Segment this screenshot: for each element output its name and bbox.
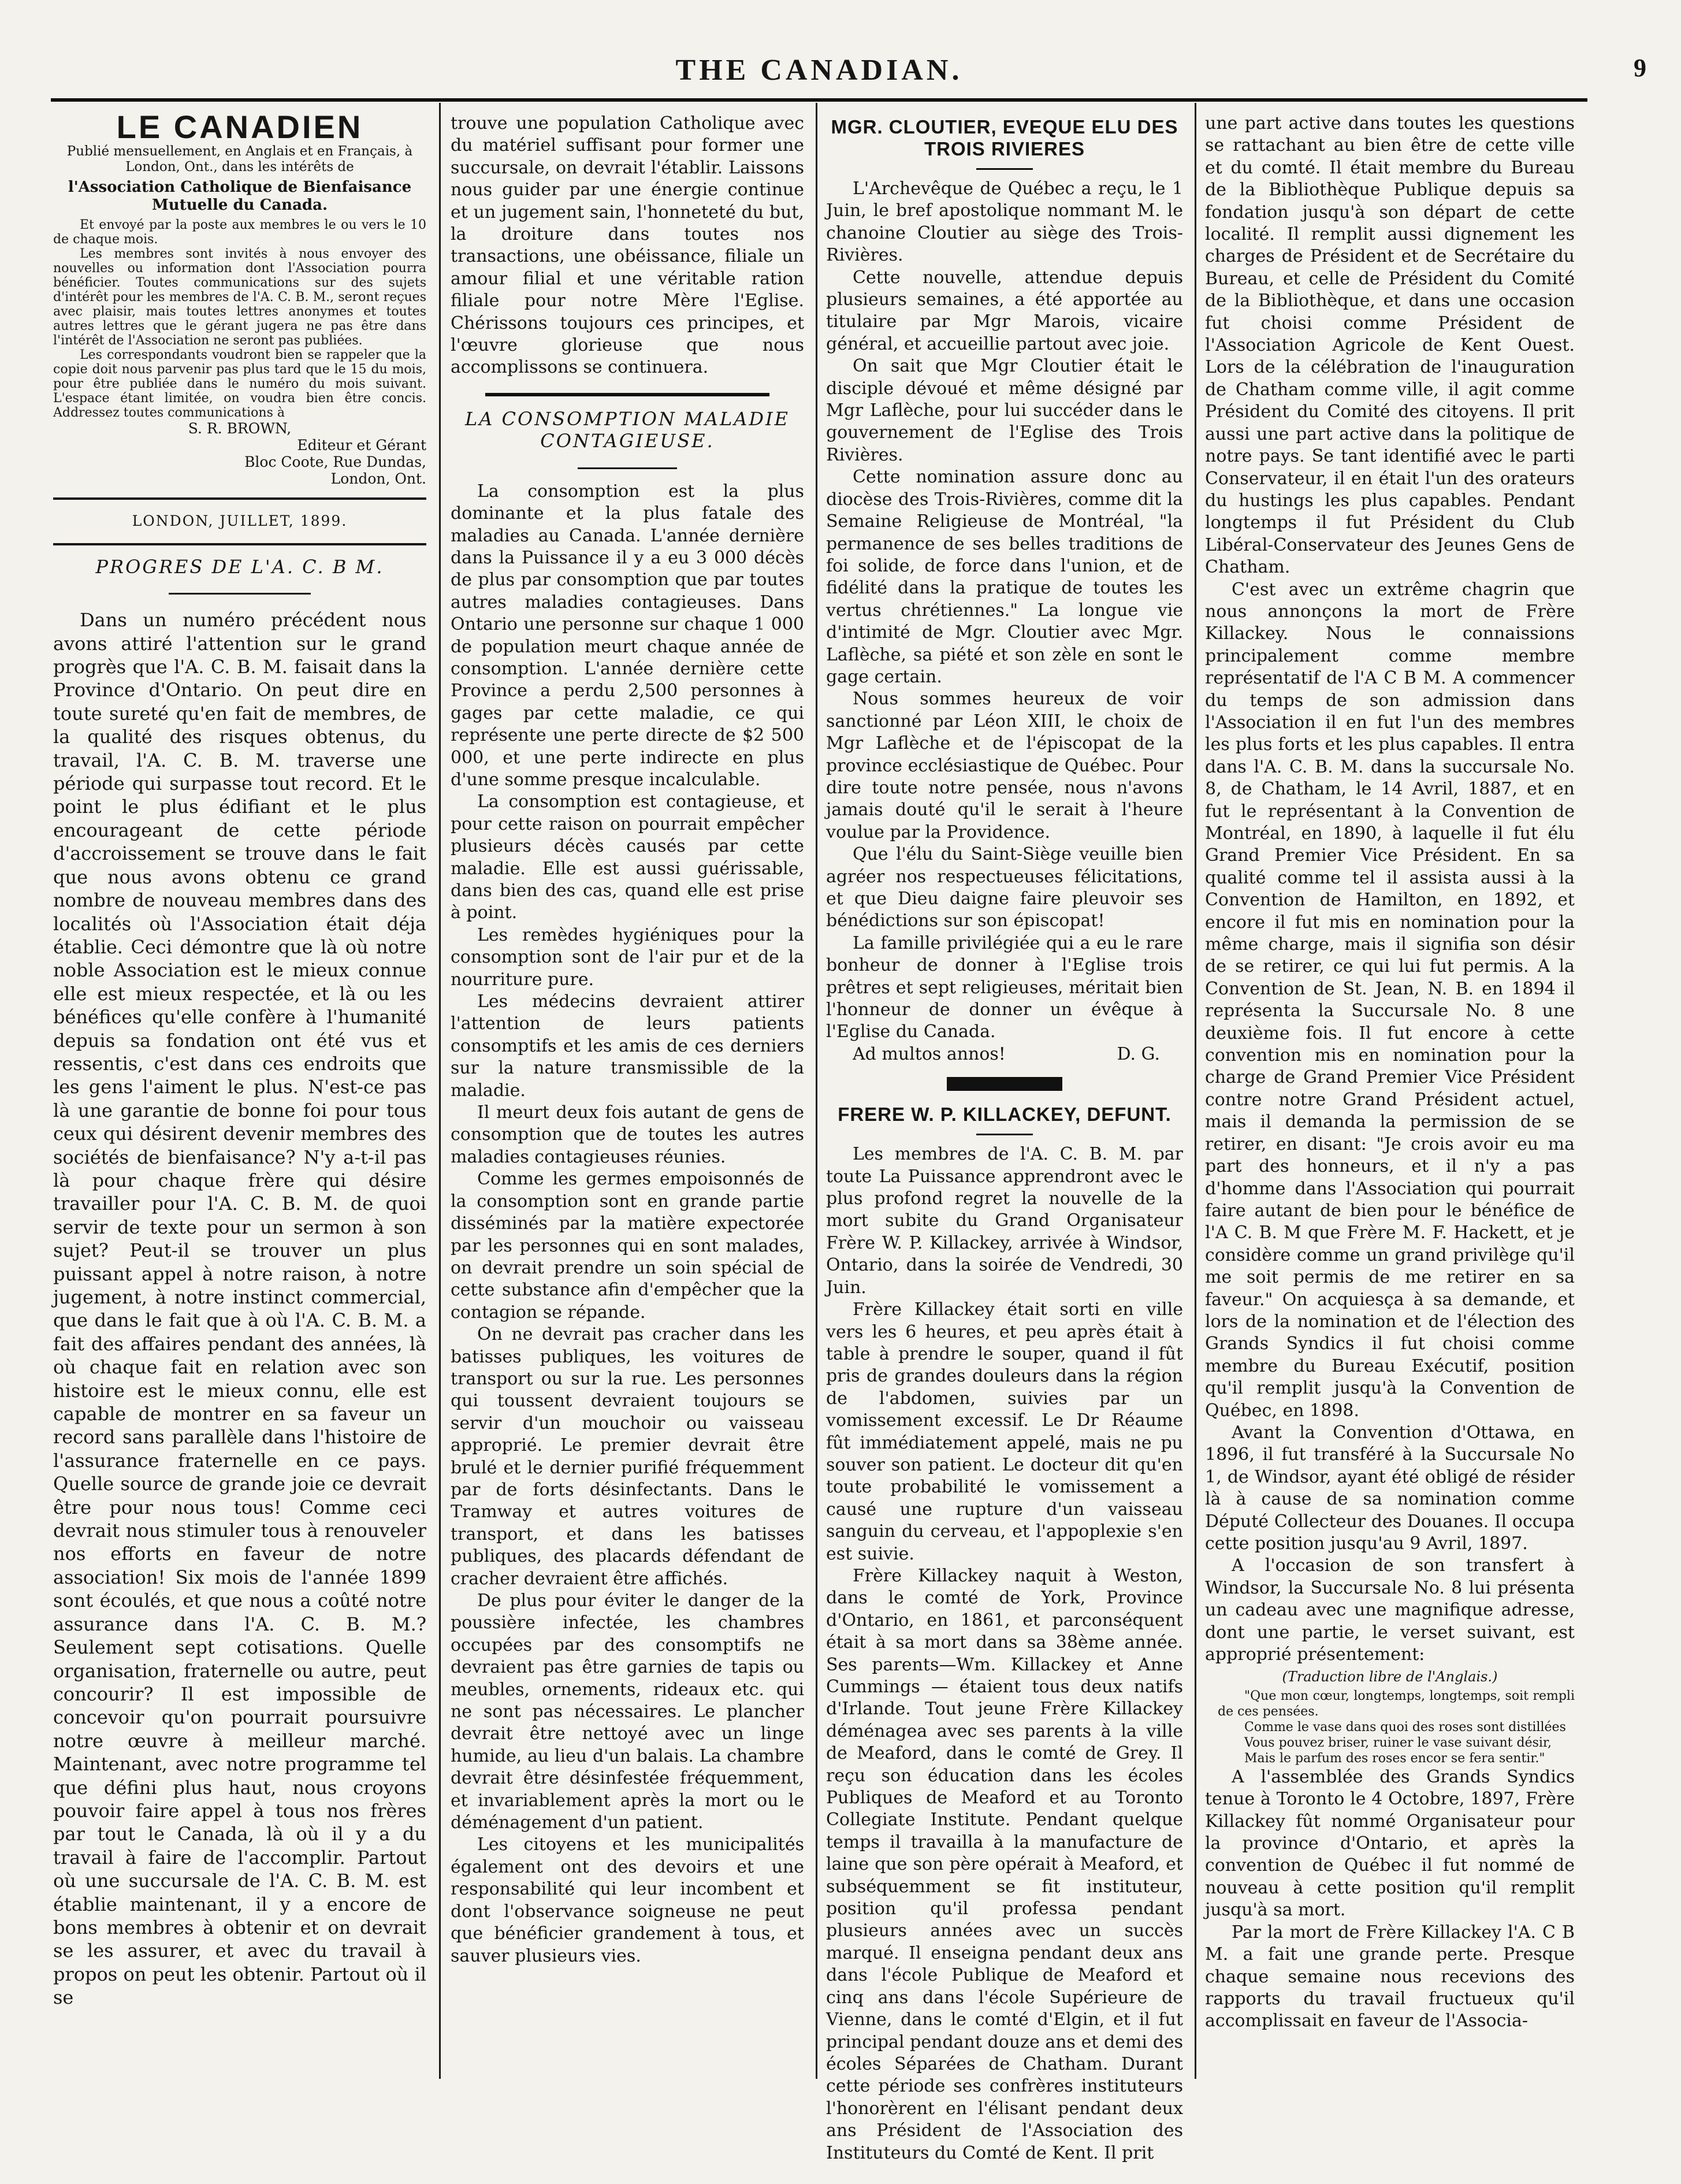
section-separator-bar <box>947 1077 1062 1091</box>
dateline: LONDON, JUILLET, 1899. <box>132 512 348 530</box>
article-paragraph: Les membres de l'A. C. B. M. par toute La Puissance apprendront avec le plus profond regret la nouvelle de la mort subite du Grand Organisateur Frère W. P. Killackey, arrivée à Windsor, Ontario, dans la soirée de Vendredi, 30 Juin. <box>826 1144 1183 1298</box>
divider <box>578 467 677 469</box>
divider <box>53 497 426 500</box>
divider <box>976 168 1033 170</box>
column-rule <box>439 103 441 2079</box>
editor-city: London, Ont. <box>330 470 426 488</box>
article-paragraph: A l'assemblée des Grands Syndics tenue à Toronto le 4 Octobre, 1897, Frère Killackey fût nommé Organisateur pour la province d'Ontario, et après la convention de Québec il fut nommé de nouveau à cette position qu'il remplit jusqu'à sa mort. <box>1205 1766 1575 1921</box>
poem-line: Comme le vase dans quoi des roses sont distillées <box>1244 1719 1566 1734</box>
article-paragraph: Comme les germes empoisonnés de la consomption sont en grande partie disséminés par la matière expectorée par les personnes qui en sont malades, on devrait prendre un soin spécial de cette substance afin d'empêcher que la contagion se répande. <box>451 1169 804 1323</box>
notice-paragraph: Et envoyé par la poste aux membres le ou vers le 10 de chaque mois. <box>53 218 426 247</box>
article-paragraph: La consomption est contagieuse, et pour cette raison on pourrait empêcher plusieurs décès causés par cette maladie. Elle est aussi guérissable, dans bien des cas, quand elle est prise à point. <box>451 792 804 923</box>
column-1 <box>53 109 426 2089</box>
column-3 <box>826 113 1183 2163</box>
association-name: l'Association Catholique de Bienfaisance Mutuelle du Canada. <box>68 179 412 214</box>
column-2 <box>451 113 804 2089</box>
poem-line: "Que mon cœur, longtemps, longtemps, soit rempli de ces pensées. <box>1218 1688 1575 1719</box>
article-paragraph: Les remèdes hygiéniques pour la consomption sont de l'air pur et de la nourriture pure. <box>451 924 804 990</box>
newspaper-masthead: THE CANADIAN. <box>675 54 963 87</box>
divider <box>485 393 769 396</box>
article-paragraph: Avant la Convention d'Ottawa, en 1896, il fut transféré à la Succursale No 1, de Windsor, ayant été obligé de résider là à cause de sa nomination comme Député Collecteur des Douanes. Il occupa cette position jusqu'au 9 Avril, 1897. <box>1205 1422 1575 1554</box>
author-initials: D. G. <box>1117 1043 1160 1064</box>
editor-address: Bloc Coote, Rue Dundas, <box>244 454 426 471</box>
divider <box>976 1134 1033 1135</box>
article-paragraph: De plus pour éviter le danger de la poussière infectée, les chambres occupées par des consomptifs ne devraient pas être garnies de tapis ou meubles, ornements, rideaux etc. qui ne sont pas nécessaires. Le plancher devrait être nettoyé avec un linge humide, au lieu d'un balais. La chambre devrait être désinfestée fréquemment, et invariablement après la mort ou le déménagement d'un patient. <box>451 1591 804 1833</box>
article-paragraph: On sait que Mgr Cloutier était le disciple dévoué et même désigné par Mgr Laflèche, pour lui succéder dans le gouvernement de l'Eglise des Trois Rivières. <box>826 356 1183 465</box>
article-closing <box>826 1043 1183 1065</box>
article-title: FRERE W. P. KILLACKEY, DEFUNT. <box>838 1104 1172 1126</box>
article-paragraph: Les citoyens et les municipalités également ont des devoirs et une responsabilité qui leur incombent et dont l'observance soigneuse ne peut que bénéficier grandement à tous, et sauver plusieurs vies. <box>451 1834 804 1966</box>
publication-name: LE CANADIEN <box>116 109 363 145</box>
article-paragraph: Que l'élu du Saint-Siège veuille bien agréer nos respectueuses félicitations, et que Dieu daigne faire pleuvoir ses bénédictions sur son épiscopat! <box>826 844 1183 931</box>
article-paragraph: Les médecins devraient attirer l'attention de leurs patients consomptifs et les amis de ces derniers sur la nature transmissible de la maladie. <box>451 991 804 1101</box>
article-title: PROGRES DE L'A. C. B M. <box>95 555 384 578</box>
article-paragraph: Dans un numéro précédent nous avons attiré l'attention sur le grand progrès que l'A. C. B. M. faisait dans la Province d'Ontario. On peut dire en toute sureté qu'en fait de membres, de la qualité des risques obtenus, du travail, l'A. C. B. M. traverse une période qui surpasse tout record. Et le point le plus édifiant et le plus encourageant de cette période d'accroissement se trouve dans le fait que nous avons obtenu ce grand nombre de nouveau membres dans des localités où l'Association était déja établie. Ceci démontre que là où notre noble Association est le mieux connue elle est mieux respectée, et là ou les bénéfices qu'elle confère à l'humanité depuis sa fondation ont été vus et ressentis, c'est dans ces endroits que les gens l'aiment le plus. N'est-ce pas là une garantie de bonne foi pour tous ceux qui désirent devenir membres des sociétés de bienfaisance? N'y a-t-il pas là pour chaque frère qui désire travailler pour l'A. C. B. M. de quoi servir de texte pour un sermon à son sujet? Peut-il se trouver un plus puissant appel à notre raison, à notre jugement, à notre instinct commercial, que dans le fait que à où l'A. C. B. M. a fait des affaires pendant des années, là où chaque fait en relation avec son histoire est le mieux connu, elle est capable de montrer en sa faveur un record sans parallèle dans l'histoire de l'assurance fraternelle en ce pays. Quelle source de grande joie ce devrait être pour nous tous! Comme ceci devrait nous stimuler tous à renouveler nos efforts en faveur de notre association! Six mois de l'année 1899 sont écoulés, et que nous a coûté notre assurance dans l'A. C. B. M.? Seulement sept cotisations. Quelle organisation, fraternelle ou autre, peut concourir? Il est impossible de concevoir qu'on pourrait poursuivre notre œuvre à meilleur marché. Maintenant, avec notre programme tel que défini plus haut, nous croyons pouvoir faire appel à tous nos frères par tout le Canada, là où il y a du travail à faire de l'accomplir. Partout où une succursale de l'A. C. B. M. est établie maintenant, il y a encore de bons membres à obtenir et on devrait se les assurer, et avec du travail à propos on peut les obtenir. Partout où il se <box>53 609 426 2009</box>
article-title: MGR. CLOUTIER, EVEQUE ELU DES TROIS RIVIERES <box>831 116 1178 159</box>
article-paragraph: A l'occasion de son transfert à Windsor, la Succursale No. 8 lui présenta un cadeau avec une magnifique adresse, dont une partie, le verset suivant, est approprié présentement: <box>1205 1555 1575 1665</box>
poem-line: Mais le parfum des roses encor se fera sentir." <box>1244 1751 1545 1766</box>
continued-paragraph: une part active dans toutes les questions se rattachant au bien être de cette ville et du comté. Il était membre du Bureau de la Bibliothèque Publique depuis sa fondation jusqu'à son départ de cette localité. Il remplit aussi dignement les charges de Président et de Secrétaire du Bureau, et celle de Président du Comité de la Bibliothèque, et dans une occasion fut choisi comme Président de l'Association Agricole de Kent Ouest. Lors de la célébration de l'inauguration de Chatham comme ville, il agit comme Président du Comité des citoyens. Il prit aussi une part active dans la politique de notre pays. Se tant identifié avec le parti Conservateur, il en était l'un des orateurs du hustings les plus capables. Pendant longtemps il fut Président du Club Libéral-Conservateur des Jeunes Gens de Chatham. <box>1205 113 1575 578</box>
article-paragraph: C'est avec un extrême chagrin que nous annonçons la mort de Frère Killackey. Nous le connaissions principalement comme membre représentatif de l'A C B M. A commencer du temps de son admission dans l'Association il en fut l'un des membres les plus forts et les plus capables. Il entra dans l'A. C. B. M. dans la succursale No. 8, de Chatham, le 14 Avril, 1887, et en fut le représentant à la Convention de Montréal, en 1890, à laquelle il fut élu Grand Premier Vice Président. En sa qualité comme tel il assista aussi à la Convention de Hamilton, en 1892, et encore il fut mis en nomination pour la même charge, mais il signifia son désir de se retirer, ce qui lui fut permis. A la Convention de St. Jean, N. B. en 1894 il représenta la Succursale No. 8 une deuxième fois. Il fut encore à cette convention mis en nomination pour la charge de Grand Premier Vice Président contre notre Grand Président actuel, mais il demanda la permission de se retirer, en disant: "Je crois avoir eu ma part des honneurs, et il n'y a pas d'homme dans l'Association qui pourrait faire autant de bien pour le bénéfice de l'A C. B. M que Frère M. F. Hackett, et je considère comme un grand privilège qu'il me soit permis de me retirer en sa faveur." On acquiesça à sa demande, et lors de la nomination et de l'élection des Grands Syndics il fut choisi comme membre du Bureau Exécutif, position qu'il remplit jusqu'à la Convention de Québec, en 1898. <box>1205 579 1575 1421</box>
page-number: 9 <box>1634 54 1646 82</box>
article-paragraph: Cette nomination assure donc au diocèse des Trois-Rivières, comme dit la Semaine Religieuse de Montréal, "la permanence de ses belles traditions de foi solide, de force dans l'union, et de fidélité dans la pratique de toutes les vertus chrétiennes." La longue vie d'intimité de Mgr. Cloutier avec Mgr. Laflèche, sa piété et son zèle en sont le gage certain. <box>826 467 1183 687</box>
divider <box>169 593 311 595</box>
closing-phrase: Ad multos annos! <box>853 1043 1006 1064</box>
notice-paragraph: Les correspondants voudront bien se rappeler que la copie doit nous parvenir pas plus tard que le 15 du mois, pour être publiée dans le numéro du mois suivant. L'espace étant limitée, on voudra bien être concis. Addressez toutes communications à <box>53 348 426 421</box>
poem-line: Vous pouvez briser, ruiner le vase suivant désir, <box>1244 1735 1552 1750</box>
article-paragraph: Cette nouvelle, attendue depuis plusieurs semaines, a été apportée au titulaire par Mgr Marois, vicaire général, et accueillie partout avec joie. <box>826 267 1183 354</box>
article-paragraph: La consomption est la plus dominante et la plus fatale des maladies au Canada. L'année dernière dans la Puissance il y a eu 3 000 décès de plus par consomption que par toutes autres maladies contagieuses. Dans Ontario une personne sur chaque 1 000 de population meurt chaque année de consomption. L'année dernière cette Province a perdu 2,500 personnes à gages par cette maladie, ce qui représente une perte directe de $2 500 000, et une perte indirecte en plus d'une somme presque incalculable. <box>451 481 804 790</box>
article-paragraph: Frère Killackey était sorti en ville vers les 6 heures, et peu après était à table à prendre le souper, quand il fût pris de grandes douleurs dans la région de l'abdomen, suivies par un vomissement excessif. Le Dr Réaume fût immédiatement appelé, mais ne pu souver son patient. Le docteur dit qu'en toute probabilité le vomissement a causé une rupture d'un vaisseau sanguin du cerveau, et l'appoplexie s'en est suivie. <box>826 1299 1183 1564</box>
continued-paragraph: trouve une population Catholique avec du matériel suffisant pour former une succursale, on devrait l'établir. Laissons nous guider par une énergie continue et un jugement sain, l'honneteté du but, la droiture dans toutes nos transactions, une obéissance, filiale un amour filial et une véritable ration filiale pour notre Mère l'Eglise. Chérissons toujours ces principes, et l'œuvre glorieuse que nous accomplissons se continuera. <box>451 113 804 378</box>
article-paragraph: Frère Killackey naquit à Weston, dans le comté de York, Province d'Ontario, en 1861, et parconséquent était à sa mort dans sa 38ème année. Ses parents—Wm. Killackey et Anne Cummings — étaient tous deux natifs d'Irlande. Tout jeune Frère Killackey déménagea avec ses parents à la ville de Meaford, dans le comté de Grey. Il reçu son éducation dans les écoles Publiques de Meaford et au Toronto Collegiate Institute. Pendant quelque temps il travailla à la manufacture de laine que son père opérait à Meaford, et subséquemment se fit instituteur, position qu'il professa pendant plusieurs années avec un succès marqué. Il enseigna pendant deux ans dans l'école Publique de Meaford et cinq ans dans l'école Supérieure de Vienne, dans le comté d'Elgin, et il fut principal pendant douze ans et demi des écoles Séparées de Chatham. Durant cette période ses confrères instituteurs l'honorèrent en l'élisant pendant deux ans Président de l'Association des Instituteurs du Comté de Kent. Il prit <box>826 1565 1183 2163</box>
article-paragraph: Il meurt deux fois autant de gens de consomption que de toutes les autres maladies contagieuses réunies. <box>451 1102 804 1167</box>
editor-signature <box>53 420 426 487</box>
column-rule <box>816 103 817 2079</box>
column-4 <box>1205 113 1575 2089</box>
article-paragraph: On ne devrait pas cracher dans les batisses publiques, les voitures de transport ou sur la rue. Les personnes qui toussent devraient toujours se servir d'un mouchoir ou vaisseau approprié. Le premier devrait être brulé et le dernier purifié fréquemment par de forts désinfectants. Dans le Tramway et autres voitures de transport, et dans les batisses publiques, des placards défendant de cracher devraient être affichés. <box>451 1324 804 1589</box>
article-paragraph: Nous sommes heureux de voir sanctionné par Léon XIII, le choix de Mgr Laflèche et de l'épiscopat de la province ecclésiastique de Québec. Pour dire toute notre pensée, nous n'avons jamais douté qu'il le serait à l'heure voulue par la Providence. <box>826 689 1183 842</box>
article-paragraph: La famille privilégiée qui a eu le rare bonheur de donner à l'Eglise trois prêtres et sept religieuses, méritait bien l'honneur de donner un évêque à l'Eglise du Canada. <box>826 933 1183 1042</box>
article-paragraph: Par la mort de Frère Killackey l'A. C B M. a fait une grande perte. Presque chaque semaine nous recevions des rapports du travail fructueux qu'il accomplissait en faveur de l'Associa- <box>1205 1922 1575 2031</box>
notice-paragraph: Les membres sont invités à nous envoyer des nouvelles ou information dont l'Association pourra bénéficier. Toutes communications sur des sujets d'intérêt pour les membres de l'A. C. B. M., seront reçues avec plaisir, mais toutes lettres anonymes et toutes autres lettres que le gérant jugera ne pas être dans l'intérêt de l'Association ne seront pas publiées. <box>53 247 426 348</box>
divider <box>53 543 426 545</box>
column-rule <box>1195 103 1196 2079</box>
article-paragraph: L'Archevêque de Québec a reçu, le 1 Juin, le bref apostolique nommant M. le chanoine Cloutier au siège des Trois-Rivières. <box>826 179 1183 266</box>
editor-name: S. R. BROWN, <box>188 420 292 437</box>
article-title: LA CONSOMPTION MALADIE CONTAGIEUSE. <box>465 407 790 452</box>
editor-role: Editeur et Gérant <box>297 437 426 454</box>
masthead-rule <box>51 98 1587 102</box>
publication-subtitle: Publié mensuellement, en Anglais et en Français, à London, Ont., dans les intérêts de <box>66 144 413 175</box>
poem-title: (Traduction libre de l'Anglais.) <box>1282 1669 1498 1685</box>
